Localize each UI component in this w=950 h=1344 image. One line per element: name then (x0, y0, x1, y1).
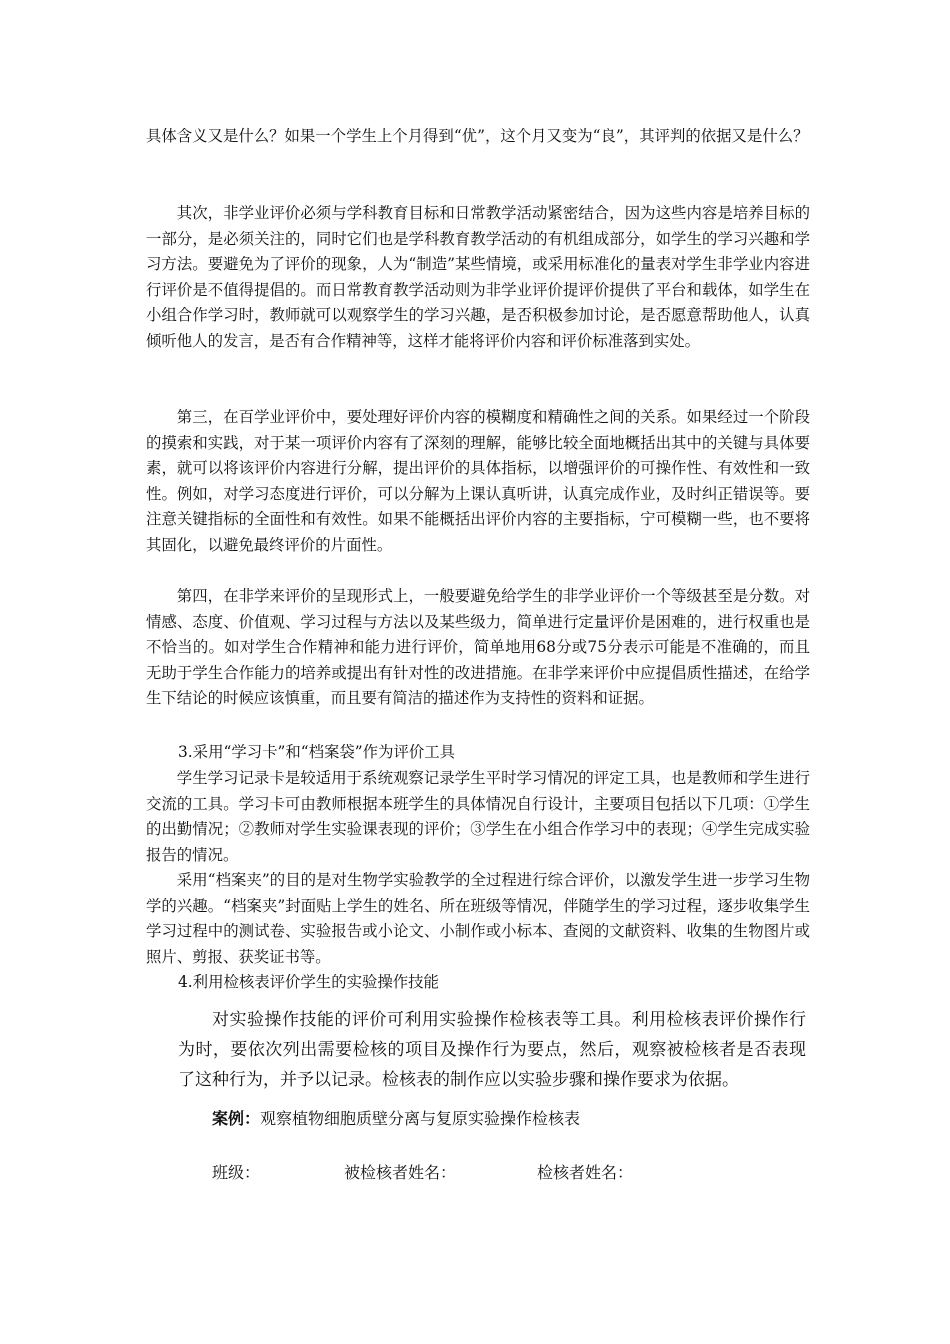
case-title: 观察植物细胞质壁分离与复原实验操作检核表 (260, 1109, 581, 1128)
case-label: 案例： (212, 1109, 261, 1128)
paragraph-continuation: 具体含义又是什么？如果一个学生上个月得到“优”，这个月又变为“良”，其评判的依据又是什么？ (146, 127, 809, 145)
examiner-name-label: 检核者姓名： (537, 1163, 634, 1182)
case-title-line (212, 1106, 580, 1132)
examinee-name-label: 被检核者姓名： (344, 1163, 457, 1182)
paragraph-second-point: 其次，非学业评价必须与学科教育目标和日常教学活动紧密结合，因为这些内容是培养目标的一部分，是必须关注的，同时它们也是学科教育教学活动的有机组成部分，如学生的学习兴趣和学习方法。要避免为了评价的现象，人为“制造”某些情境，或采用标准化的量表对学生非学业内容进行评价是不值得提倡的。而日常教育教学活动则为非学业评价提评价提供了平台和载体，如学生在小组合作学习时，教师就可以观察学生的学习兴趣，是否积极参加讨论，是否愿意帮助他人，认真倾听他人的发言，是否有合作精神等，这样才能将评价内容和评价标准落到实处。 (146, 204, 810, 350)
paragraph-fourth-point: 第四，在非学来评价的呈现形式上，一般要避免给学生的非学业评价一个等级甚至是分数。对情感、态度、价值观、学习过程与方法以及某些级力，简单进行定量评价是困难的，进行权重也是不恰当的。如对学生合作精神和能力进行评价，简单地用68分或75分表示可能是不准确的，而且无助于学生合作能力的培养或提出有针对性的改进措施。在非学来评价中应提倡质性描述，在给学生下结论的时候应该慎重，而且要有简洁的描述作为支持性的资料和证据。 (146, 587, 810, 707)
paragraph-learning-card: 学生学习记录卡是较适用于系统观察记录学生平时学习情况的评定工具，也是教师和学生进行交流的工具。学习卡可由教师根据本班学生的具体情况自行设计，主要项目包括以下几项：①学生的出勤情况；②教师对学生实验课表现的评价；③学生在小组合作学习中的表现；④学生完成实验报告的情况。 (146, 769, 810, 864)
section-heading-4: 4.利用检核表评价学生的实验操作技能 (178, 973, 439, 991)
paragraph-checklist: 对实验操作技能的评价可利用实验操作检核表等工具。利用检核表评价操作行为时，要依次列出需要检核的项目及操作行为要点，然后，观察被检核者是否表现了这种行为，并予以记录。检核表的制作应以实验步骤和操作要求为依据。 (178, 1010, 806, 1090)
paragraph-third-point: 第三，在百学业评价中，要处理好评价内容的模糊度和精确性之间的关系。如果经过一个阶段的摸索和实践，对于某一项评价内容有了深刻的理解，能够比较全面地概括出其中的关键与具体要素，就可以将该评价内容进行分解，提出评价的具体指标，以增强评价的可操作性、有效性和一致性。例如，对学习态度进行评价，可以分解为上课认真听讲，认真完成作业，及时纠正错误等。要注意关键指标的全面性和有效性。如果不能概括出评价内容的主要指标，宁可模糊一些，也不要将其固化，以避免最终评价的片面性。 (146, 408, 810, 554)
class-label: 班级： (212, 1163, 261, 1182)
section-heading-3: 3.采用“学习卡”和“档案袋”作为评价工具 (178, 743, 456, 761)
paragraph-portfolio: 采用“档案夹”的目的是对生物学实验教学的全过程进行综合评价，以激发学生进一步学习生物学的兴趣。“档案夹”封面贴上学生的姓名、所在班级等情况，伴随学生的学习过程，逐步收集学生学习过程中的测试卷、实验报告或小论文、小制作或小标本、查阅的文献资料、收集的生物图片或照片、剪报、获奖证书等。 (146, 871, 810, 966)
